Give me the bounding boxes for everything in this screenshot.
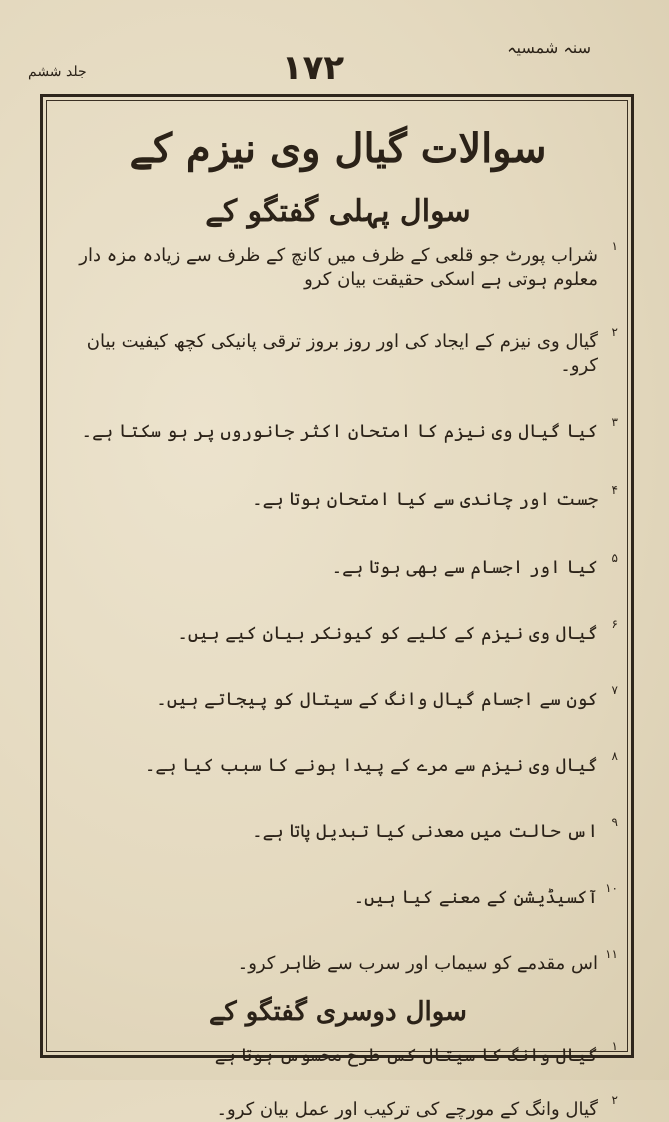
question-item [58, 881, 618, 910]
question-item [58, 551, 618, 580]
question-number: ۱۰ [605, 881, 618, 895]
section-one-questions [58, 239, 618, 976]
question-text: جست اور چاندی سے کیا امتحان ہوتا ہے۔ [252, 489, 598, 510]
question-number: ۳ [611, 415, 618, 429]
page-number: ۱۷۲ [281, 48, 345, 88]
question-number: ۲ [611, 1093, 618, 1107]
question-text: کون سے اجسام گیال وانگ کے سیتال کو پیجاتے ہیں۔ [156, 689, 598, 710]
question-number: ۸ [611, 749, 618, 763]
question-number: ۵ [611, 551, 618, 565]
question-item [58, 617, 618, 646]
question-item [58, 947, 618, 976]
section-one-title: سوال پہلی گفتگو کے [205, 194, 471, 229]
question-number: ۱ [611, 239, 618, 253]
section-two-title: سوال دوسری گفتگو کے [209, 997, 467, 1027]
question-text: کیا گیال وی نیزم کا امتحان اکثر جانوروں پر ہو سکتا ہے۔ [81, 421, 598, 442]
question-item [58, 483, 618, 512]
question-text: گیال وی نیزم کے ایجاد کی اور روز بروز ترقی پانیکی کچھ کیفیت بیان کرو۔ [86, 331, 598, 376]
series-label: سنہ شمسیہ [507, 38, 591, 57]
question-text: اس مقدمے کو سیماب اور سرب سے ظاہر کرو۔ [237, 953, 598, 974]
question-text: گیال وانگ کا سیتال کس طرح محسوس ہوتا ہے [214, 1045, 598, 1066]
question-item [58, 815, 618, 844]
question-text: شراب پورٹ جو قلعی کے ظرف میں کانچ کے ظرف سے زیادہ مزہ دار معلوم ہوتی ہے اسکی حقیقت بیان کرو [79, 245, 598, 290]
section-two-questions [58, 1039, 618, 1122]
main-title: سوالات گیال وی نیزم کے [129, 125, 547, 172]
question-number: ۶ [611, 617, 618, 631]
question-number: ۹ [611, 815, 618, 829]
question-number: ۱۱ [605, 947, 618, 961]
question-text: گیال وی نیزم سے مرے کے پیدا ہونے کا سبب کیا ہے۔ [144, 755, 598, 776]
question-item [58, 325, 618, 378]
question-text: گیال وی نیزم کے کلیے کو کیونکر بیان کیے ہیں۔ [177, 623, 598, 644]
question-number: ۱ [611, 1039, 618, 1053]
question-item [58, 239, 618, 292]
question-number: ۲ [611, 325, 618, 339]
page-content [58, 110, 618, 1120]
question-item [58, 1093, 618, 1122]
question-text: اس حالت میں معدنی کیا تبدیل پاتا ہے۔ [252, 821, 598, 842]
question-text: کیا اور اجسام سے بھی ہوتا ہے۔ [331, 557, 598, 578]
question-item [58, 415, 618, 444]
page-header [0, 30, 669, 90]
question-item [58, 1039, 618, 1068]
question-number: ۷ [611, 683, 618, 697]
question-item [58, 683, 618, 712]
question-number: ۴ [611, 483, 618, 497]
question-text: گیال وانگ کے مورچے کی ترکیب اور عمل بیان کرو۔ [216, 1099, 598, 1120]
volume-label: جلد ششم [28, 64, 87, 80]
question-text: آکسیڈیشن کے معنے کیا ہیں۔ [353, 887, 598, 908]
question-item [58, 749, 618, 778]
